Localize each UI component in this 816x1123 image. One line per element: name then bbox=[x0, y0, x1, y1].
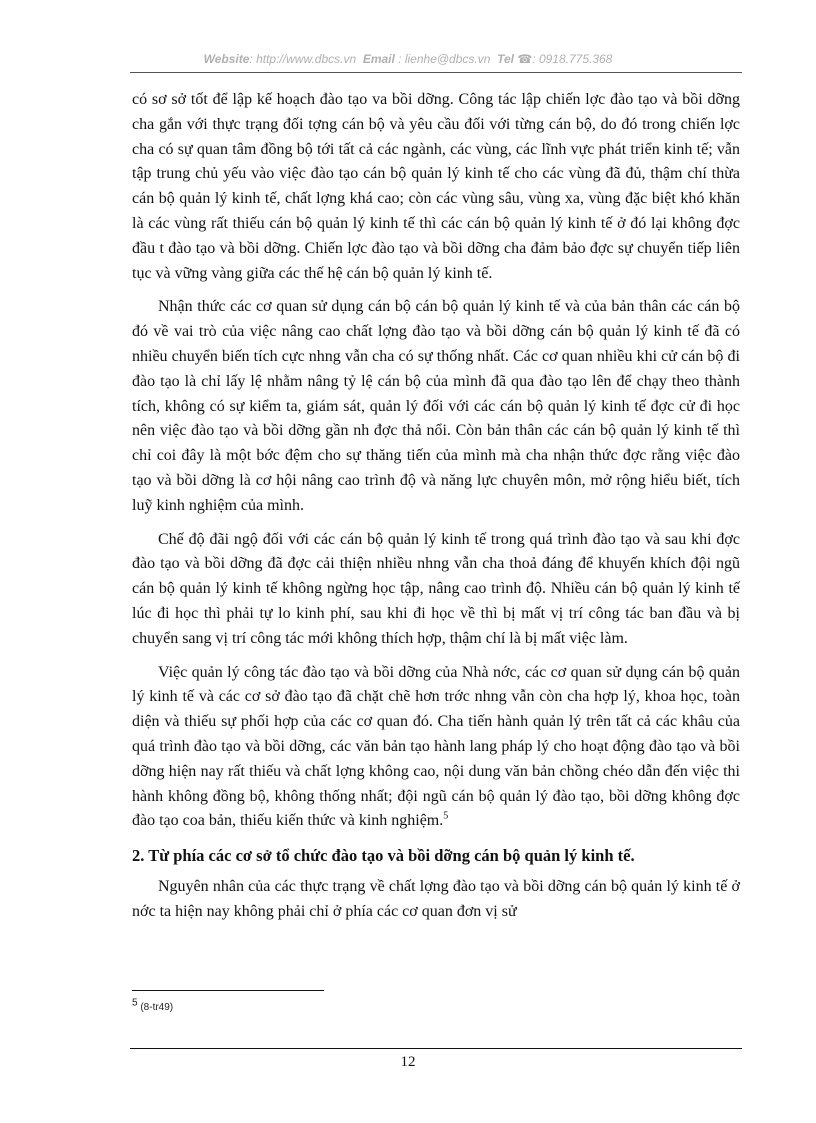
website-label: Website bbox=[203, 52, 250, 66]
footnote-reference[interactable]: 5 bbox=[443, 810, 449, 822]
paragraph-4-text: Việc quản lý công tác đào tạo và bồi dỡng của Nhà nớc, các cơ quan sử dụng cán bộ quản lý kinh tế và các cơ sở đào tạo đã chặt chẽ hơn trớc nhng vẫn còn cha hợp lý, khoa học, toàn diện và thiếu sự phối hợp của các cơ quan đó. Cha tiến hành quản lý trên tất cả các khâu của quá trình đào tạo và bồi dỡng, các văn bản tạo hành lang pháp lý cho hoạt động đào tạo và bồi dỡng hiện nay rất thiếu và chất lợng không cao, nội dung văn bản chồng chéo dẫn đến việc thi hành không đồng bộ, không thống nhất; đội ngũ cán bộ quản lý đào tạo, bồi dỡng không đợc đào tạo coa bản, thiếu kiến thức và kinh nghiệm. bbox=[132, 663, 740, 830]
paragraph-5: Nguyên nhân của các thực trạng về chất lợng đào tạo và bồi dỡng cán bộ quản lý kinh tế ở nớc ta hiện nay không phải chỉ ở phía các cơ quan đơn vị sử bbox=[132, 878, 740, 920]
tel-value: : 0918.775.368 bbox=[532, 52, 613, 66]
footnote-mark: 5 bbox=[132, 997, 138, 1009]
page-number: 12 bbox=[400, 1054, 416, 1070]
footnote-text: (8-tr49) bbox=[137, 1002, 174, 1013]
email-label: Email bbox=[362, 52, 395, 66]
paragraph-2: Nhận thức các cơ quan sử dụng cán bộ cán bộ quản lý kinh tế và của bản thân các cán bộ đó về vai trò của việc nâng cao chất lợng đào tạo và bồi dỡng cán bộ quản lý kinh tế đã có nhiều chuyển biến tích cực nhng vẫn cha có sự thống nhất. Các cơ quan nhiều khi cử cán bộ đi đào tạo là chỉ lấy lệ nhằm nâng tỷ lệ cán bộ của mình đã qua đào tạo lên để chạy theo thành tích, không có sự kiểm ta, giám sát, quản lý đối với các cán bộ quản lý kinh tế đợc cử đi học nên việc đào tạo và bồi dỡng gần nh đợc thả nổi. Còn bản thân các cán bộ quản lý kinh tế thì chỉ coi đây là một bớc đệm cho sự thăng tiến của mình mà cha nhận thức đợc rằng việc đào tạo và bồi dỡng là cơ hội nâng cao trình độ và năng lực chuyên môn, mở rộng hiểu biết, tích luỹ kinh nghiệm của mình. bbox=[132, 298, 740, 514]
page-header bbox=[0, 52, 816, 66]
section-heading: 2. Từ phía các cơ sở tổ chức đào tạo và bồi dỡng cán bộ quản lý kinh tế. bbox=[132, 846, 635, 866]
header-divider bbox=[130, 72, 742, 73]
paragraph-3: Chế độ đãi ngộ đối với các cán bộ quản lý kinh tế trong quá trình đào tạo và sau khi đợc đào tạo và bồi dỡng đã đợc cải thiện nhiều nhng vẫn cha thoả đáng để khuyến khích đội ngũ cán bộ quản lý kinh tế không ngừng học tập, nâng cao trình độ. Nhiều cán bộ quản lý kinh tế lúc đi học thì phải tự lo kinh phí, sau khi đi học về thì bị mất vị trí công tác ban đầu và bị chuyển sang vị trí công tác mới không thích hợp, thậm chí là bị mất việc làm. bbox=[132, 530, 740, 647]
phone-icon: ☎ bbox=[517, 52, 533, 66]
footnote bbox=[132, 997, 174, 1013]
paragraph-1: có sơ sở tốt để lập kế hoạch đào tạo va bồi dỡng. Công tác lập chiến lợc đào tạo và bồi dỡng cha gắn với thực trạng đối tợng cán bộ và yêu cầu đối với từng cán bộ, do đó trong chiến lợc cha có sự quan tâm đồng bộ tới tất cả các ngành, các vùng, các lĩnh vực phát triển kinh tế; vẫn tập trung chủ yếu vào việc đào tạo cán bộ quản lý kinh tế cho các vùng đã đủ, thậm chí thừa cán bộ quản lý kinh tế, chất lợng khá cao; còn các vùng sâu, vùng xa, vùng đặc biệt khó khăn là các vùng rất thiếu cán bộ quản lý kinh tế thì các cán bộ quản lý kinh tế ở đó lại không đợc đầu t đào tạo và bồi dỡng. Chiến lợc đào tạo và bồi dỡng cha đảm bảo đợc sự chuyển tiếp liên tục và vững vàng giữa các thế hệ cán bộ quản lý kinh tế. bbox=[132, 91, 740, 282]
tel-label: Tel bbox=[497, 52, 514, 66]
document-body bbox=[132, 88, 740, 934]
website-value: : http://www.dbcs.vn bbox=[249, 52, 357, 66]
footer-divider bbox=[130, 1048, 742, 1049]
footnote-divider bbox=[132, 990, 324, 991]
paragraph-4 bbox=[132, 661, 740, 835]
email-value: : lienhe@dbcs.vn bbox=[398, 52, 491, 66]
